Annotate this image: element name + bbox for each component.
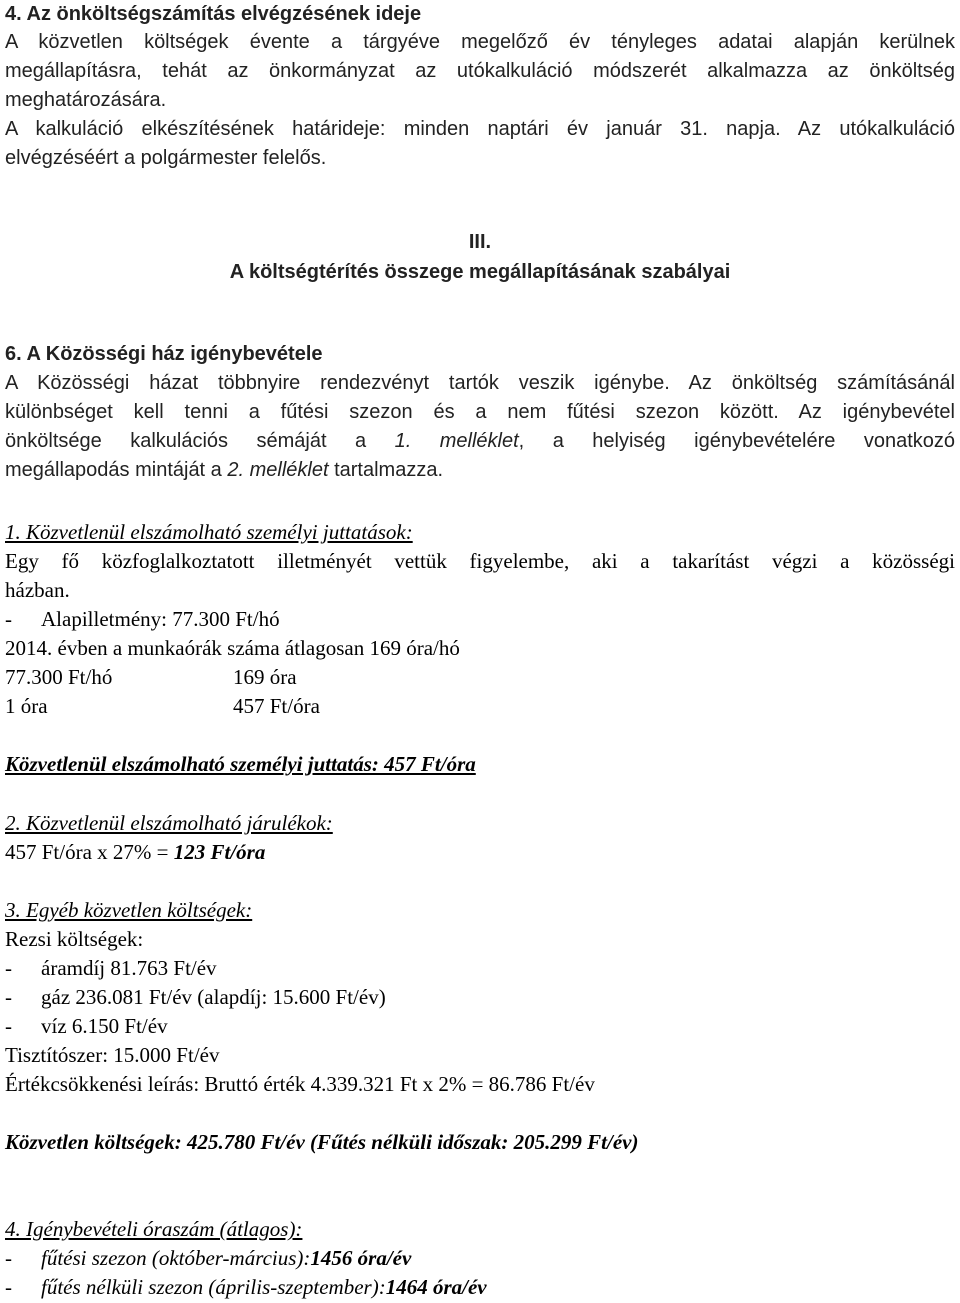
section-6-line-1: A Közösségi házat többnyire rendezvényt tartók veszik igénybe. Az önköltség számításánál xyxy=(5,372,955,394)
non-heating-season-label: fűtés nélküli szezon (április-szeptember): xyxy=(41,1275,386,1299)
annex-2-reference: 2. melléklet xyxy=(227,459,329,481)
calc-row-1-left: 77.300 Ft/hó xyxy=(5,665,113,689)
item-1-text-line-1: Egy fő közfoglalkoztatott illetményét vettük figyelembe, aki a takarítást végzi a közösségi xyxy=(5,549,955,573)
overhead-costs-label: Rezsi költségek: xyxy=(5,927,144,951)
bullet-dash: - xyxy=(5,1014,12,1038)
item-2-heading-text: 2. Közvetlenül elszámolható járulékok: xyxy=(5,811,333,835)
working-hours-line: 2014. évben a munkaórák száma átlagosan 169 óra/hó xyxy=(5,636,460,660)
bullet-dash: - xyxy=(5,956,12,980)
water-text: víz 6.150 Ft/év xyxy=(41,1014,168,1038)
heating-season-label: fűtési szezon (október-március): xyxy=(41,1246,311,1270)
calc-row-2 xyxy=(5,692,505,720)
bullet-dash: - xyxy=(5,985,12,1009)
section-6-line-4-text: megállapodás mintáját a xyxy=(5,459,228,481)
annex-1-reference: 1. melléklet xyxy=(394,430,519,452)
gas-text: gáz 236.081 Ft/év (alapdíj: 15.600 Ft/év) xyxy=(41,985,386,1009)
section-6-heading: 6. A Közösségi ház igénybevétele xyxy=(5,343,323,365)
item-2-heading xyxy=(5,809,333,837)
section-4-paragraph-2-line-2: elvégzéséért a polgármester felelős. xyxy=(5,147,327,169)
section-6-line-3 xyxy=(5,427,955,455)
direct-costs-total: Közvetlen költségek: 425.780 Ft/év (Fűtés nélküli időszak: 205.299 Ft/év) xyxy=(5,1130,639,1154)
item-4-heading xyxy=(5,1215,302,1243)
item-1-heading: 1. Közvetlenül elszámolható személyi juttatások: xyxy=(5,520,413,544)
depreciation-line: Értékcsökkenési leírás: Bruttó érték 4.339.321 Ft x 2% = 86.786 Ft/év xyxy=(5,1072,595,1096)
calc-row-1 xyxy=(5,663,505,691)
bullet-dash: - xyxy=(5,1275,12,1299)
bullet-dash: - xyxy=(5,1246,12,1270)
section-6-line-4 xyxy=(5,456,443,484)
section-4-paragraph-1-line-3: meghatározására. xyxy=(5,89,167,111)
electricity-text: áramdíj 81.763 Ft/év xyxy=(41,956,217,980)
section-6-line-3-rest: , a helyiség igénybevételére vonatkozó xyxy=(518,430,955,452)
item-2-calc-result: 123 Ft/óra xyxy=(173,840,266,864)
gas-item xyxy=(5,983,386,1011)
chapter-roman-numeral: III. xyxy=(468,231,492,253)
section-6-line-3-text: önköltsége kalkulációs sémáját a xyxy=(5,430,395,452)
calc-row-2-right: 457 Ft/óra xyxy=(233,694,320,718)
bullet-dash: - xyxy=(5,607,12,631)
base-salary-item xyxy=(5,605,280,633)
section-4-paragraph-2-line-1: A kalkuláció elkészítésének határideje: minden naptári év január 31. napja. Az utókalkuláció xyxy=(5,118,955,140)
chapter-title: A költségtérítés összege megállapításának szabályai xyxy=(229,261,731,283)
base-salary-text: Alapilletmény: 77.300 Ft/hó xyxy=(41,607,280,631)
calc-row-2-left: 1 óra xyxy=(5,694,48,718)
non-heating-season-hours: 1464 óra/év xyxy=(385,1275,487,1299)
section-4-paragraph-1-line-2: megállapításra, tehát az önkormányzat az utókalkuláció módszerét alkalmazza az önköltség xyxy=(5,60,955,82)
section-4-paragraph-1-line-1: A közvetlen költségek évente a tárgyéve megelőző év tényleges adatai alapján kerülnek xyxy=(5,31,955,53)
non-heating-season-item xyxy=(5,1273,487,1301)
item-3-heading xyxy=(5,896,252,924)
section-6-line-4-rest: tartalmazza. xyxy=(328,459,443,481)
item-4-heading-text: 4. Igénybevételi óraszám (átlagos): xyxy=(5,1217,303,1241)
item-2-calculation xyxy=(5,838,265,866)
water-item xyxy=(5,1012,168,1040)
heating-season-item xyxy=(5,1244,411,1272)
item-1-text-line-2: házban. xyxy=(5,578,70,602)
electricity-item xyxy=(5,954,217,982)
calc-row-1-right: 169 óra xyxy=(233,665,297,689)
section-6-line-2: különbséget kell tenni a fűtési szezon és a nem fűtési szezon között. Az igénybevétel xyxy=(5,401,955,423)
item-1-summary: Közvetlenül elszámolható személyi juttatás: 457 Ft/óra xyxy=(5,752,476,776)
section-4-heading: 4. Az önköltségszámítás elvégzésének ideje xyxy=(5,3,422,25)
heating-season-hours: 1456 óra/év xyxy=(310,1246,412,1270)
item-2-calc-text: 457 Ft/óra x 27% = xyxy=(5,840,174,864)
cleaning-supplies-line: Tisztítószer: 15.000 Ft/év xyxy=(5,1043,220,1067)
item-3-heading-text: 3. Egyéb közvetlen költségek: xyxy=(5,898,253,922)
